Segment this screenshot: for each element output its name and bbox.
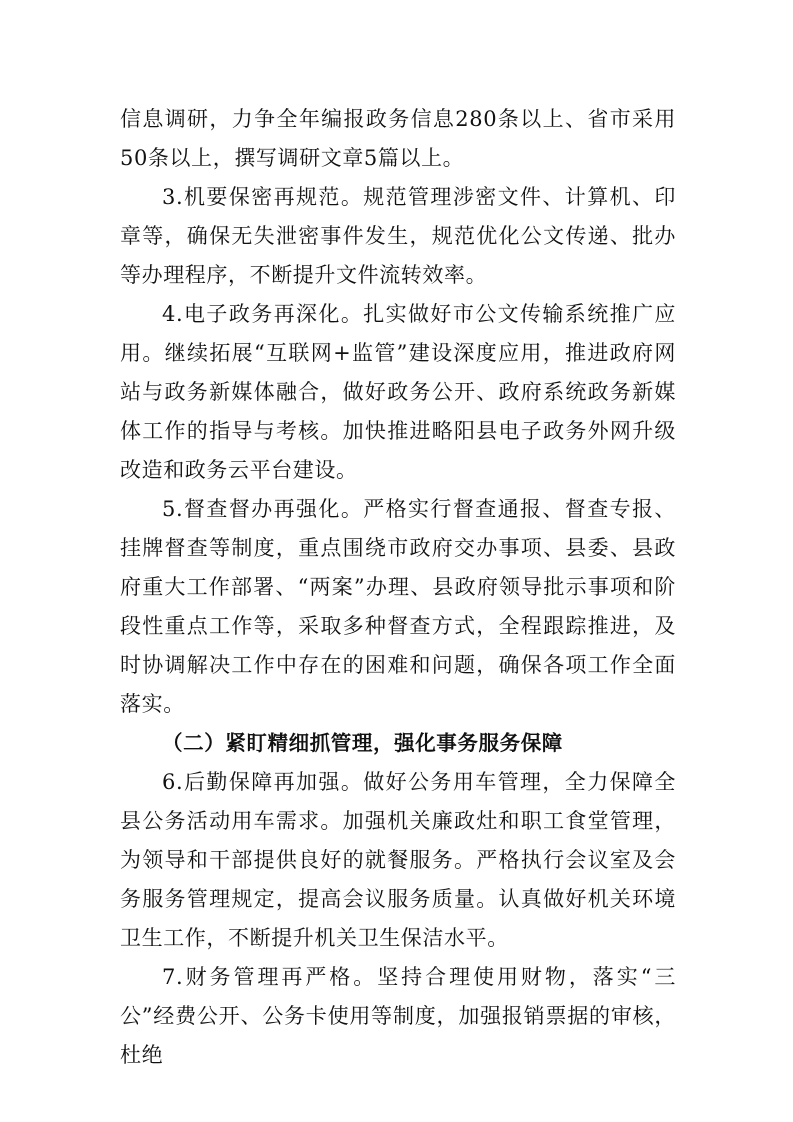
paragraph-item-4: 4.电子政务再深化。扎实做好市公文传输系统推广应用。继续拓展“互联网+监管”建设深度应用，推进政府网站与政务新媒体融合，做好政务公开、政府系统政务新媒体工作的指导与考核。加快推进略阳县电子政务外网升级改造和政务云平台建设。 bbox=[120, 302, 676, 482]
document-body bbox=[120, 100, 676, 1075]
paragraph-continuation: 信息调研，力争全年编报政务信息280条以上、省市采用50条以上，撰写调研文章5篇以上。 bbox=[120, 107, 676, 170]
paragraph-item-7: 7.财务管理再严格。坚持合理使用财物，落实“三公”经费公开、公务卡使用等制度，加强报销票据的审核，杜绝 bbox=[120, 965, 676, 1067]
paragraph-item-3: 3.机要保密再规范。规范管理涉密文件、计算机、印章等，确保无失泄密事件发生，规范优化公文传递、批办等办理程序，不断提升文件流转效率。 bbox=[120, 185, 676, 287]
section-heading: （二）紧盯精细抓管理，强化事务服务保障 bbox=[162, 731, 563, 755]
paragraph-item-6: 6.后勤保障再加强。做好公务用车管理，全力保障全县公务活动用车需求。加强机关廉政灶和职工食堂管理，为领导和干部提供良好的就餐服务。严格执行会议室及会务服务管理规定，提高会议服务质量。认真做好机关环境卫生工作，不断提升机关卫生保洁水平。 bbox=[120, 770, 676, 950]
paragraph-item-5: 5.督查督办再强化。严格实行督查通报、督查专报、挂牌督查等制度，重点围绕市政府交办事项、县委、县政府重大工作部署、“两案”办理、县政府领导批示事项和阶段性重点工作等，采取多种督查方式，全程跟踪推进，及时协调解决工作中存在的困难和问题，确保各项工作全面落实。 bbox=[120, 497, 676, 716]
